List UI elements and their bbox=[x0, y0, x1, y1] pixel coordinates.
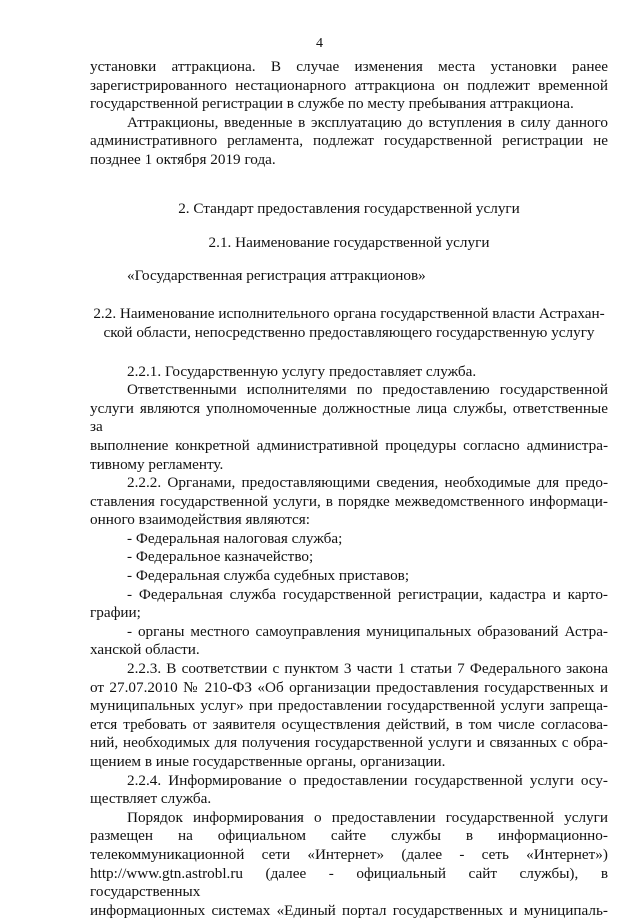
text-line: ставления государственной услуги, в порядке межведомственного информаци- bbox=[90, 492, 608, 510]
paragraph-informing-order bbox=[90, 809, 608, 920]
text-line: услуги являются уполномоченные должностные лица службы, ответственные за bbox=[90, 399, 608, 436]
text-line: 2.2.4. Информирование о предоставлении государственной услуги осу- bbox=[127, 771, 608, 789]
text-line bbox=[90, 846, 608, 865]
list-item: - Федеральная служба государственной регистрации, кадастра и карто- bbox=[127, 585, 608, 603]
paragraph-2-2-4 bbox=[90, 772, 608, 809]
text-line: зарегистрированного нестационарного аттракциона он подлежит временной bbox=[90, 76, 608, 94]
text-line: муниципальных услуг» при предоставлении государственной услуги запреща- bbox=[90, 697, 608, 715]
text-line: 2.2.2. Органами, предоставляющими сведения, необходимые для предо- bbox=[127, 474, 608, 492]
word: сеть bbox=[481, 845, 509, 863]
text-line: позднее 1 октября 2019 года. bbox=[90, 150, 276, 168]
word: «Интернет» bbox=[307, 845, 385, 863]
word: на bbox=[177, 827, 193, 845]
text-line: ний, необходимых для получения государственной услуги и связанных с обра- bbox=[90, 734, 608, 752]
text-line: ществляет служба. bbox=[90, 790, 212, 808]
text-line: ется требовать от заявителя осуществления действий, в том числе согласова- bbox=[90, 715, 608, 733]
paragraph-2-2-1: 2.2.1. Государственную услугу предоставляет служба. bbox=[127, 362, 477, 380]
text-line: от 27.07.2010 № 210-ФЗ «Об организации предоставления государственных и bbox=[90, 678, 608, 696]
list-item-continuation: ханской области. bbox=[90, 641, 200, 659]
heading-line: 2.2. Наименование исполнительного органа государственной власти Астрахан- bbox=[93, 305, 605, 323]
list-item: - органы местного самоуправления муниципальных образований Астра- bbox=[127, 622, 608, 640]
word: размещен bbox=[90, 827, 154, 845]
text-line: онного взаимодействия являются: bbox=[90, 511, 310, 529]
list-item: - Федеральная налоговая служба; bbox=[127, 529, 343, 547]
heading-line: ской области, непосредственно предоставляющего государственную услугу bbox=[103, 323, 595, 341]
word: в bbox=[465, 827, 473, 845]
paragraph-2-2-2 bbox=[90, 474, 608, 530]
list-item: - Федеральная служба судебных приставов; bbox=[127, 567, 410, 585]
word: - bbox=[459, 845, 465, 863]
text-line: Ответственными исполнителями по предоставлению государственной bbox=[127, 381, 608, 399]
text-line: щением в иные государственные органы, организации. bbox=[90, 753, 446, 770]
text-line bbox=[90, 827, 608, 846]
text-line: 2.2.3. В соответствии с пунктом 3 части 1 статьи 7 Федерального закона bbox=[127, 660, 608, 678]
word: сети bbox=[261, 845, 291, 863]
text-line: Аттракционы, введенные в эксплуатацию до вступления в силу данного bbox=[127, 113, 608, 131]
paragraph-responsible-executors bbox=[90, 381, 608, 474]
text-line: административного регламента, подлежат государственной регистрации не bbox=[90, 132, 608, 150]
subsection-heading-2-2 bbox=[90, 305, 608, 342]
text-line: информационных системах «Единый портал государственных и муниципаль- bbox=[90, 901, 608, 919]
text-line: Порядок информирования о предоставлении государственной услуги bbox=[127, 808, 608, 826]
service-name: «Государственная регистрация аттракционов» bbox=[127, 266, 426, 284]
agencies-list bbox=[90, 530, 608, 660]
paragraph-registration-deadline bbox=[90, 114, 608, 170]
text-line: выполнение конкретной административной процедуры согласно администра- bbox=[90, 436, 608, 454]
word: телекоммуникационной bbox=[90, 845, 245, 863]
document-body bbox=[90, 58, 608, 920]
paragraph-2-2-3 bbox=[90, 660, 608, 772]
text-line: тивному регламенту. bbox=[90, 455, 224, 473]
word: (далее bbox=[401, 845, 443, 863]
paragraph-attraction-relocation bbox=[90, 58, 608, 114]
word: сайте bbox=[330, 827, 367, 845]
list-item: - Федеральное казначейство; bbox=[127, 548, 314, 566]
word: «Интернет») bbox=[526, 845, 608, 863]
section-heading-2: 2. Стандарт предоставления государственной услуги bbox=[178, 199, 520, 217]
word: службы bbox=[390, 827, 441, 845]
list-item-continuation: графии; bbox=[90, 604, 141, 622]
word: официальном bbox=[217, 827, 306, 845]
text-line-with-url: http://www.gtn.astrobl.ru (далее - официальный сайт службы), в государственных bbox=[90, 864, 608, 901]
page-number: 4 bbox=[316, 36, 323, 51]
subsection-heading-2-1: 2.1. Наименование государственной услуги bbox=[208, 234, 490, 252]
text-line: государственной регистрации в службе по месту пребывания аттракциона. bbox=[90, 95, 574, 113]
word: информационно- bbox=[497, 827, 608, 845]
text-line: установки аттракциона. В случае изменения места установки ранее bbox=[90, 58, 608, 75]
